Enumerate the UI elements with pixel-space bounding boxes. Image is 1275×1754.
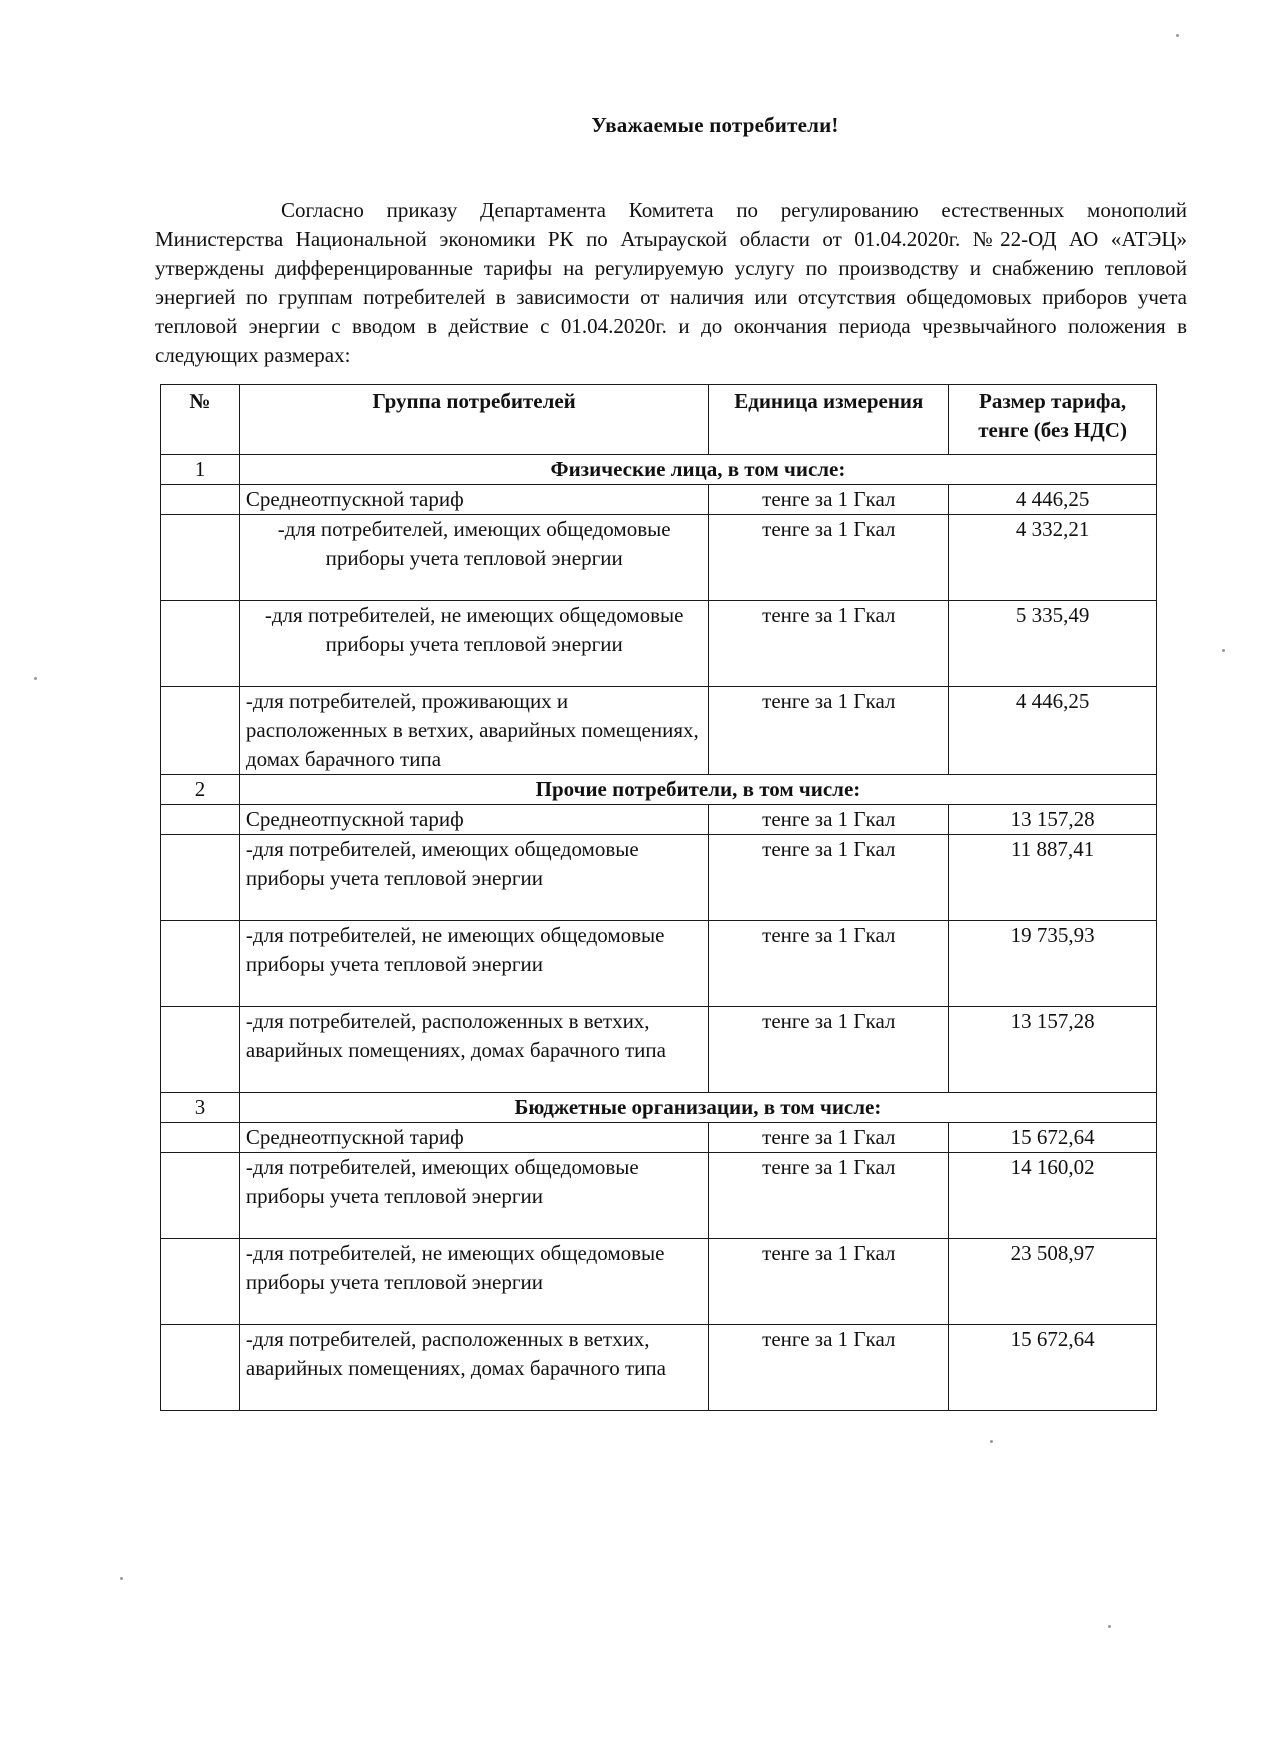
unit-cell: тенге за 1 Гкал: [709, 1325, 949, 1411]
table-row: [161, 1007, 1157, 1093]
scan-speck: [34, 677, 37, 680]
intro-paragraph: [155, 196, 1187, 370]
value-cell: 11 887,41: [949, 835, 1157, 921]
table-row: [161, 687, 1157, 775]
value-cell: 4 332,21: [949, 515, 1157, 601]
group-cell: -для потребителей, проживающих и расположенных в ветхих, аварийных помещениях, домах барачного типа: [239, 687, 708, 775]
section-number: 2: [161, 775, 240, 805]
section-row: [161, 1093, 1157, 1123]
group-cell: Среднеотпускной тариф: [239, 1123, 708, 1153]
unit-cell: тенге за 1 Гкал: [709, 1007, 949, 1093]
num-cell: [161, 835, 240, 921]
table-row: [161, 1123, 1157, 1153]
section-number: 3: [161, 1093, 240, 1123]
unit-cell: тенге за 1 Гкал: [709, 1153, 949, 1239]
table-row: [161, 921, 1157, 1007]
table-row: [161, 485, 1157, 515]
table-row: [161, 515, 1157, 601]
section-row: [161, 775, 1157, 805]
value-cell: 13 157,28: [949, 1007, 1157, 1093]
scan-speck: [120, 1577, 123, 1580]
unit-cell: тенге за 1 Гкал: [709, 485, 949, 515]
num-cell: [161, 1153, 240, 1239]
value-cell: 4 446,25: [949, 485, 1157, 515]
num-cell: [161, 515, 240, 601]
table-row: [161, 1239, 1157, 1325]
num-cell: [161, 921, 240, 1007]
num-cell: [161, 1123, 240, 1153]
group-cell: -для потребителей, имеющих общедомовые приборы учета тепловой энергии: [239, 1153, 708, 1239]
scan-speck: [1108, 1625, 1111, 1628]
num-cell: [161, 687, 240, 775]
table-row: [161, 1325, 1157, 1411]
num-cell: [161, 485, 240, 515]
unit-cell: тенге за 1 Гкал: [709, 687, 949, 775]
intro-text: Согласно приказу Департамента Комитета по регулированию естественных монополий Министерства Национальной экономики РК по Атырауской области от 01.04.2020г. №22-ОД АО «АТЭЦ» утверждены дифференцированные тарифы на регулируемую услугу по производству и снабжению тепловой энергией по группам потребителей в зависимости от наличия или отсутствия общедомовых приборов учета тепловой энергии с вводом в действие с 01.04.2020г. и до окончания периода чрезвычайного положения в следующих размерах:: [155, 198, 1187, 367]
section-title: Физические лица, в том числе:: [239, 455, 1156, 485]
value-cell: 13 157,28: [949, 805, 1157, 835]
page-title: Уважаемые потребители!: [591, 113, 839, 137]
value-cell: 4 446,25: [949, 687, 1157, 775]
value-cell: 14 160,02: [949, 1153, 1157, 1239]
unit-cell: тенге за 1 Гкал: [709, 515, 949, 601]
unit-cell: тенге за 1 Гкал: [709, 1123, 949, 1153]
scan-speck: [990, 1440, 993, 1443]
num-cell: [161, 1239, 240, 1325]
value-cell: 19 735,93: [949, 921, 1157, 1007]
scan-speck: [1222, 649, 1225, 652]
scan-speck: [1176, 34, 1179, 37]
section-title: Прочие потребители, в том числе:: [239, 775, 1156, 805]
unit-cell: тенге за 1 Гкал: [709, 805, 949, 835]
unit-cell: тенге за 1 Гкал: [709, 1239, 949, 1325]
group-cell: Среднеотпускной тариф: [239, 485, 708, 515]
section-row: [161, 455, 1157, 485]
unit-cell: тенге за 1 Гкал: [709, 921, 949, 1007]
group-cell: -для потребителей, не имеющих общедомовые приборы учета тепловой энергии: [239, 1239, 708, 1325]
group-cell: -для потребителей, имеющих общедомовые приборы учета тепловой энергии: [239, 835, 708, 921]
table-row: [161, 805, 1157, 835]
group-cell: -для потребителей, расположенных в ветхих, аварийных помещениях, домах барачного типа: [239, 1007, 708, 1093]
header-num: №: [161, 385, 240, 455]
value-cell: 15 672,64: [949, 1123, 1157, 1153]
group-cell: -для потребителей, не имеющих общедомовые приборы учета тепловой энергии: [239, 601, 708, 687]
table-row: [161, 1153, 1157, 1239]
num-cell: [161, 601, 240, 687]
value-cell: 23 508,97: [949, 1239, 1157, 1325]
unit-cell: тенге за 1 Гкал: [709, 601, 949, 687]
value-cell: 15 672,64: [949, 1325, 1157, 1411]
tariff-table: [160, 384, 1157, 1411]
num-cell: [161, 805, 240, 835]
num-cell: [161, 1007, 240, 1093]
group-cell: -для потребителей, имеющих общедомовые приборы учета тепловой энергии: [239, 515, 708, 601]
section-title: Бюджетные организации, в том числе:: [239, 1093, 1156, 1123]
group-cell: -для потребителей, не имеющих общедомовые приборы учета тепловой энергии: [239, 921, 708, 1007]
header-unit: Единица измерения: [709, 385, 949, 455]
header-size: Размер тарифа, тенге (без НДС): [949, 385, 1157, 455]
unit-cell: тенге за 1 Гкал: [709, 835, 949, 921]
num-cell: [161, 1325, 240, 1411]
table-row: [161, 601, 1157, 687]
section-number: 1: [161, 455, 240, 485]
table-row: [161, 835, 1157, 921]
header-group: Группа потребителей: [239, 385, 708, 455]
group-cell: Среднеотпускной тариф: [239, 805, 708, 835]
group-cell: -для потребителей, расположенных в ветхих, аварийных помещениях, домах барачного типа: [239, 1325, 708, 1411]
value-cell: 5 335,49: [949, 601, 1157, 687]
table-header-row: [161, 385, 1157, 455]
